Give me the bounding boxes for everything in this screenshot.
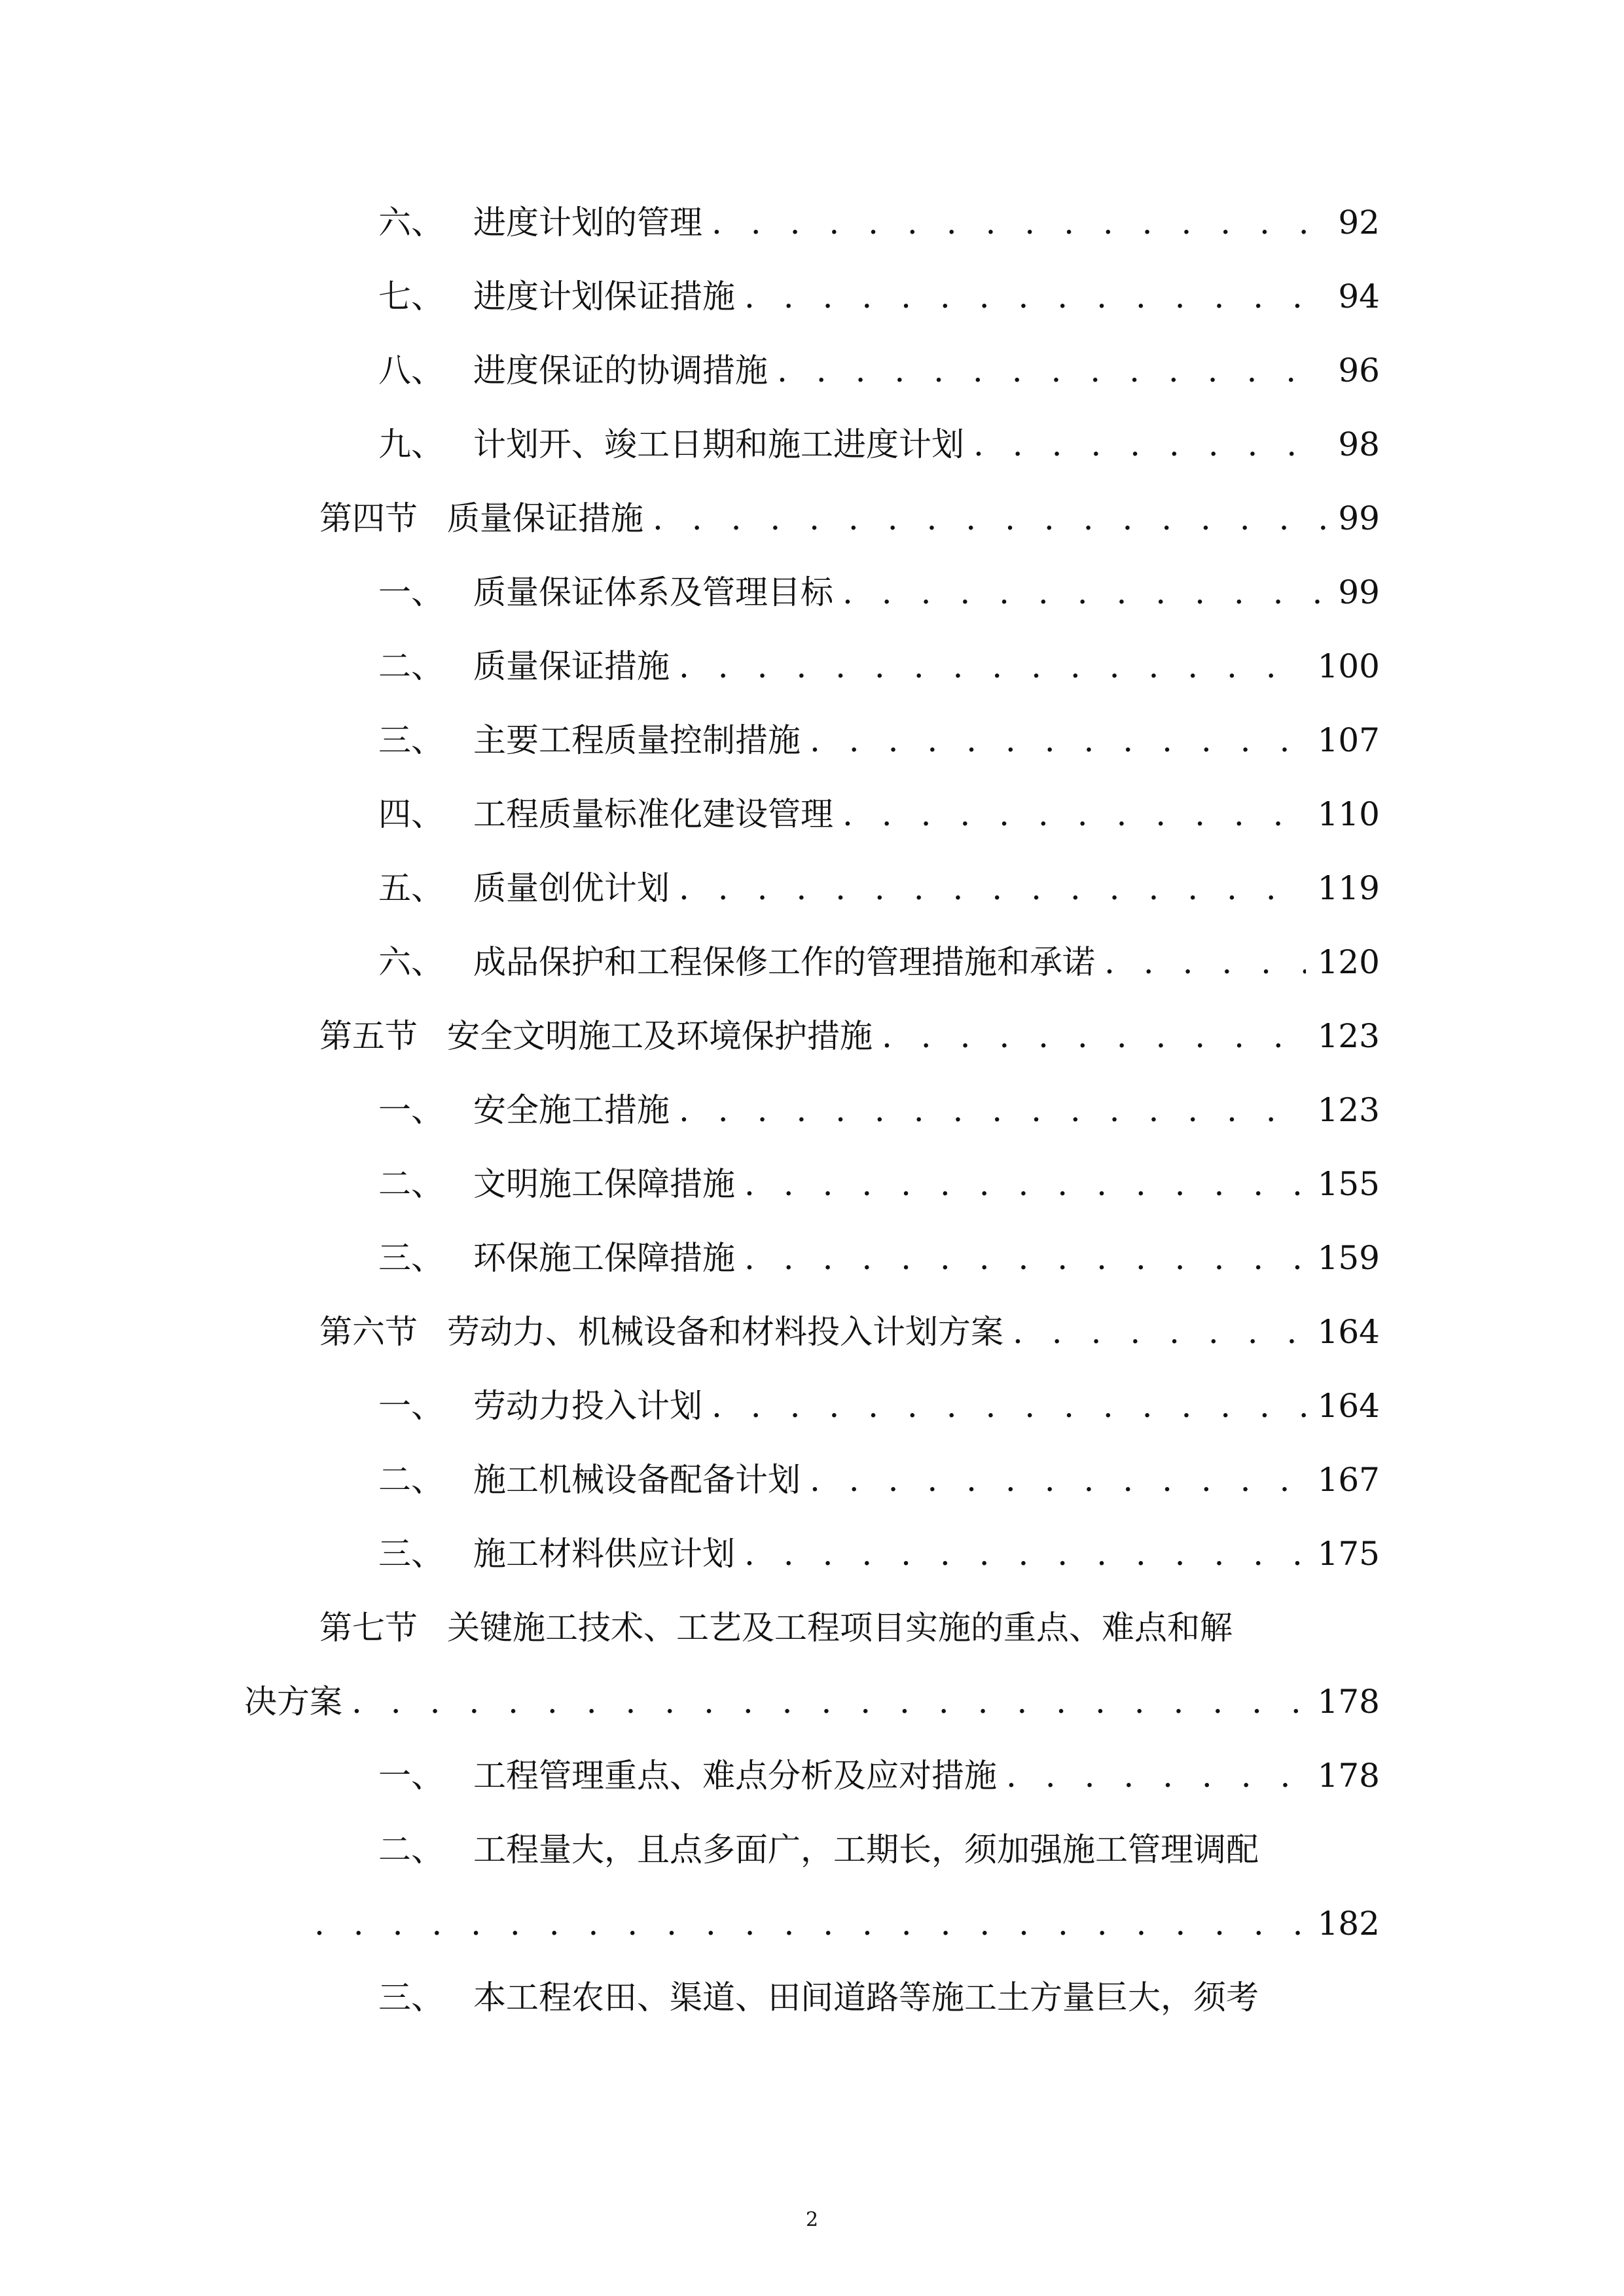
- toc-entry[interactable]: [378, 418, 1380, 471]
- toc-dot-leader: [352, 1676, 1306, 1728]
- toc-entry[interactable]: [378, 196, 1380, 249]
- toc-entry-title: 文明施工保障措施: [473, 1165, 735, 1203]
- toc-entry-number: 三、: [378, 1979, 444, 2017]
- toc-section-title: 劳动力、机械设备和材料投入计划方案: [447, 1313, 1003, 1351]
- toc-entry[interactable]: [378, 862, 1380, 914]
- toc-section-title-continued: 决方案: [244, 1683, 342, 1721]
- toc-dot-leader: [314, 1897, 1306, 1950]
- toc-entry-number: 二、: [378, 1461, 444, 1499]
- toc-entry-title: 质量创优计划: [473, 869, 670, 907]
- toc-dot-leader: [653, 492, 1326, 545]
- toc-entry[interactable]: [378, 714, 1380, 766]
- toc-section-title: 质量保证措施: [447, 499, 643, 537]
- toc-entry[interactable]: [378, 270, 1380, 323]
- toc-section-number: 第五节: [319, 1017, 418, 1055]
- toc-entry[interactable]: [378, 566, 1380, 619]
- toc-entry-continuation[interactable]: [314, 1897, 1380, 1950]
- toc-dot-leader: [810, 714, 1306, 766]
- toc-entry-page: 100: [1317, 647, 1380, 685]
- toc-dot-leader: [1006, 1749, 1306, 1802]
- toc-dot-leader: [712, 1380, 1306, 1432]
- toc-entry[interactable]: [378, 1749, 1380, 1802]
- toc-dot-leader: [744, 1158, 1306, 1210]
- toc-entry-number: 二、: [378, 647, 444, 685]
- toc-entry-title: 质量保证措施: [473, 647, 670, 685]
- toc-entry-number: 三、: [378, 1535, 444, 1573]
- toc-entry-title: 成品保护和工程保修工作的管理措施和承诺: [473, 943, 1095, 981]
- toc-entry-number: 四、: [378, 795, 444, 833]
- toc-entry-page: 159: [1317, 1239, 1380, 1277]
- toc-entry[interactable]: [378, 344, 1380, 397]
- toc-entry[interactable]: [378, 640, 1380, 692]
- toc-entry-page: 167: [1317, 1461, 1380, 1499]
- toc-entry-page: 175: [1317, 1535, 1380, 1573]
- toc-entry-title: 施工材料供应计划: [473, 1535, 735, 1573]
- toc-section-title: 关键施工技术、工艺及工程项目实施的重点、难点和解: [447, 1609, 1233, 1647]
- toc-entry-number: 八、: [378, 351, 444, 389]
- toc-entry-title: 主要工程质量控制措施: [473, 721, 801, 759]
- toc-entry-number: 六、: [378, 943, 444, 981]
- toc-dot-leader: [810, 1454, 1306, 1506]
- toc-entry-number: 六、: [378, 204, 444, 242]
- toc-entry-title: 质量保证体系及管理目标: [473, 573, 833, 611]
- toc-entry-page: 92: [1338, 204, 1380, 242]
- toc-entry-page: 98: [1338, 425, 1380, 463]
- toc-entry-title: 环保施工保障措施: [473, 1239, 735, 1277]
- toc-entry[interactable]: [378, 1084, 1380, 1136]
- toc-section-page: 164: [1317, 1313, 1380, 1351]
- toc-entry-page: 123: [1317, 1091, 1380, 1129]
- toc-section-wrapped[interactable]: [319, 1602, 1380, 1654]
- toc-dot-leader: [679, 862, 1306, 914]
- toc-entry-page: 107: [1317, 721, 1380, 759]
- toc-dot-leader: [1104, 936, 1306, 988]
- toc-section-page: 178: [1317, 1683, 1380, 1721]
- toc-section-page: 99: [1338, 499, 1380, 537]
- toc-entry-title: 进度保证的协调措施: [473, 351, 768, 389]
- toc-entry-title: 施工机械设备配备计划: [473, 1461, 801, 1499]
- toc-entry[interactable]: [378, 1158, 1380, 1210]
- toc-entry-number: 一、: [378, 1757, 444, 1795]
- toc-entry-number: 一、: [378, 1091, 444, 1129]
- toc-entry-page: 120: [1317, 943, 1380, 981]
- toc-dot-leader: [1013, 1306, 1306, 1358]
- toc-entry-title: 本工程农田、渠道、田间道路等施工土方量巨大，须考: [473, 1979, 1259, 2017]
- toc-dot-leader: [712, 196, 1326, 249]
- toc-section-continuation[interactable]: [244, 1676, 1380, 1728]
- toc-dot-leader: [744, 1232, 1306, 1284]
- toc-entry-number: 五、: [378, 869, 444, 907]
- toc-entry[interactable]: [378, 1232, 1380, 1284]
- toc-dot-leader: [679, 1084, 1306, 1136]
- toc-entry-title: 工程质量标准化建设管理: [473, 795, 833, 833]
- toc-entry-title: 计划开、竣工日期和施工进度计划: [473, 425, 964, 463]
- toc-entry-page: 94: [1338, 278, 1380, 315]
- toc-dot-leader: [882, 1010, 1306, 1062]
- toc-entry-page: 178: [1317, 1757, 1380, 1795]
- toc-entry-page: 164: [1317, 1387, 1380, 1425]
- toc-section-number: 第四节: [319, 499, 418, 537]
- toc-entry-page: 99: [1338, 573, 1380, 611]
- toc-entry-title: 劳动力投入计划: [473, 1387, 702, 1425]
- toc-dot-leader: [842, 788, 1306, 840]
- toc-section-title: 安全文明施工及环境保护措施: [447, 1017, 873, 1055]
- toc-dot-leader: [744, 1528, 1306, 1580]
- toc-entry-number: 一、: [378, 573, 444, 611]
- toc-entry-number: 七、: [378, 278, 444, 315]
- toc-entry[interactable]: [378, 936, 1380, 988]
- toc-entry-page: 96: [1338, 351, 1380, 389]
- toc-entry-wrapped[interactable]: [378, 1971, 1380, 2024]
- toc-entry-page: 182: [1317, 1905, 1380, 1943]
- page-number: 2: [805, 2208, 819, 2231]
- toc-section[interactable]: [319, 1306, 1380, 1358]
- toc-entry-number: 九、: [378, 425, 444, 463]
- toc-section-page: 123: [1317, 1017, 1380, 1055]
- toc-entry-title: 安全施工措施: [473, 1091, 670, 1129]
- toc-section-number: 第六节: [319, 1313, 418, 1351]
- toc-dot-leader: [777, 344, 1326, 397]
- toc-entry-page: 119: [1317, 869, 1380, 907]
- toc-entry[interactable]: [378, 1380, 1380, 1432]
- toc-entry-wrapped[interactable]: [378, 1823, 1380, 1876]
- toc-entry-title: 工程管理重点、难点分析及应对措施: [473, 1757, 997, 1795]
- toc-entry-page: 110: [1317, 795, 1380, 833]
- toc-entry-number: 二、: [378, 1165, 444, 1203]
- toc-dot-leader: [842, 566, 1326, 619]
- toc-entry-title: 工程量大，且点多面广，工期长，须加强施工管理调配: [473, 1831, 1259, 1869]
- toc-section-number: 第七节: [319, 1609, 418, 1647]
- toc-entry-title: 进度计划保证措施: [473, 278, 735, 315]
- toc-entry[interactable]: [378, 1454, 1380, 1506]
- toc-section[interactable]: [319, 1010, 1380, 1062]
- toc-entry[interactable]: [378, 1528, 1380, 1580]
- toc-entry-title: 进度计划的管理: [473, 204, 702, 242]
- toc-dot-leader: [744, 270, 1326, 323]
- toc-entry-number: 一、: [378, 1387, 444, 1425]
- toc-entry-page: 155: [1317, 1165, 1380, 1203]
- toc-dot-leader: [679, 640, 1306, 692]
- toc-entry[interactable]: [378, 788, 1380, 840]
- toc-entry-number: 二、: [378, 1831, 444, 1869]
- toc-dot-leader: [973, 418, 1326, 471]
- toc-entry-number: 三、: [378, 1239, 444, 1277]
- toc-section[interactable]: [319, 492, 1380, 545]
- toc-entry-number: 三、: [378, 721, 444, 759]
